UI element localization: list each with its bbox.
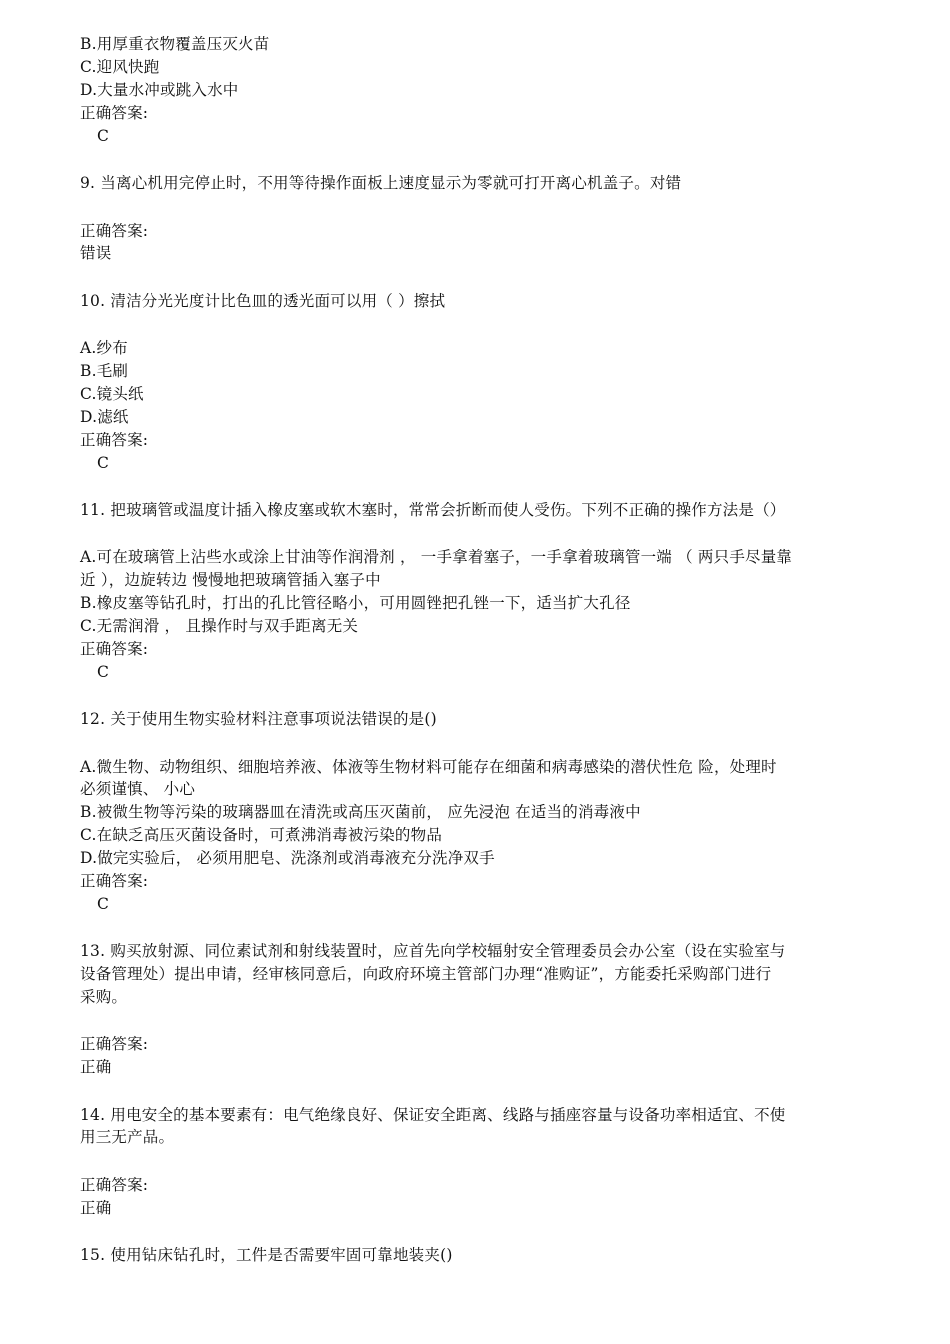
q12-option-b: B.被微生物等污染的玻璃器皿在清洗或高压灭菌前， 应先浸泡 在适当的消毒液中 (80, 803, 641, 821)
q10-answer: C (97, 454, 110, 472)
q14-answer-label: 正确答案: (80, 1176, 149, 1194)
q8-option-c: C.迎风快跑 (80, 58, 160, 76)
q13-answer: 正确 (80, 1058, 112, 1076)
q10-option-d: D.滤纸 (80, 408, 129, 426)
q9-answer-label: 正确答案: (80, 222, 149, 240)
q11-option-a-line1: A.可在玻璃管上沾些水或涂上甘油等作润滑剂 ， 一手拿着塞子，一手拿着玻璃管一端 （ 两只手尽量靠 (80, 548, 793, 566)
q8-option-b: B.用厚重衣物覆盖压灭火苗 (80, 35, 270, 53)
q10-option-a: A.纱布 (80, 339, 128, 357)
q13-stem-line3: 采购。 (80, 988, 128, 1006)
q9-stem: 9. 当离心机用完停止时，不用等待操作面板上速度显示为零就可打开离心机盖子。对错 (80, 174, 682, 192)
q12-option-a-line1: A.微生物、动物组织、细胞培养液、体液等生物材料可能存在细菌和病毒感染的潜伏性危 险，处理时 (80, 758, 777, 776)
q12-answer: C (97, 895, 110, 913)
q12-option-c: C.在缺乏高压灭菌设备时，可煮沸消毒被污染的物品 (80, 826, 443, 844)
q15-stem: 15. 使用钻床钻孔时，工件是否需要牢固可靠地装夹() (80, 1246, 453, 1264)
q13-answer-label: 正确答案: (80, 1035, 149, 1053)
q12-answer-label: 正确答案: (80, 872, 149, 890)
q14-stem-line2: 用三无产品。 (80, 1128, 175, 1146)
q12-stem: 12. 关于使用生物实验材料注意事项说法错误的是() (80, 710, 437, 728)
q13-stem-line1: 13. 购买放射源、同位素试剂和射线装置时，应首先向学校辐射安全管理委员会办公室（设在实验室与 (80, 942, 786, 960)
q11-answer-label: 正确答案: (80, 640, 149, 658)
q12-option-d: D.做完实验后， 必须用肥皂、洗涤剂或消毒液充分洗净双手 (80, 849, 495, 867)
q11-stem: 11. 把玻璃管或温度计插入橡皮塞或软木塞时，常常会折断而使人受伤。下列不正确的操作方法是（） (80, 501, 786, 519)
q10-answer-label: 正确答案: (80, 431, 149, 449)
q10-option-c: C.镜头纸 (80, 385, 144, 403)
q12-option-a-line2: 必须谨慎、 小心 (80, 780, 196, 798)
q10-stem: 10. 清洁分光光度计比色皿的透光面可以用（ ）擦拭 (80, 292, 446, 310)
q11-option-b: B.橡皮塞等钻孔时，打出的孔比管径略小，可用圆锉把孔锉一下，适当扩大孔径 (80, 594, 631, 612)
q11-option-c: C.无需润滑 ， 且操作时与双手距离无关 (80, 617, 359, 635)
q14-answer: 正确 (80, 1199, 112, 1217)
q11-answer: C (97, 663, 110, 681)
q9-answer: 错误 (80, 244, 112, 262)
q11-option-a-line2: 近 ），边旋转边 慢慢地把玻璃管插入塞子中 (80, 571, 381, 589)
q10-option-b: B.毛刷 (80, 362, 129, 380)
q8-answer-label: 正确答案: (80, 104, 149, 122)
q8-option-d: D.大量水冲或跳入水中 (80, 81, 239, 99)
q8-answer: C (97, 127, 110, 145)
q14-stem-line1: 14. 用电安全的基本要素有：电气绝缘良好、保证安全距离、线路与插座容量与设备功率相适宜、不使 (80, 1106, 786, 1124)
q13-stem-line2: 设备管理处）提出申请，经审核同意后，向政府环境主管部门办理“准购证”，方能委托采购部门进行 (80, 965, 772, 983)
